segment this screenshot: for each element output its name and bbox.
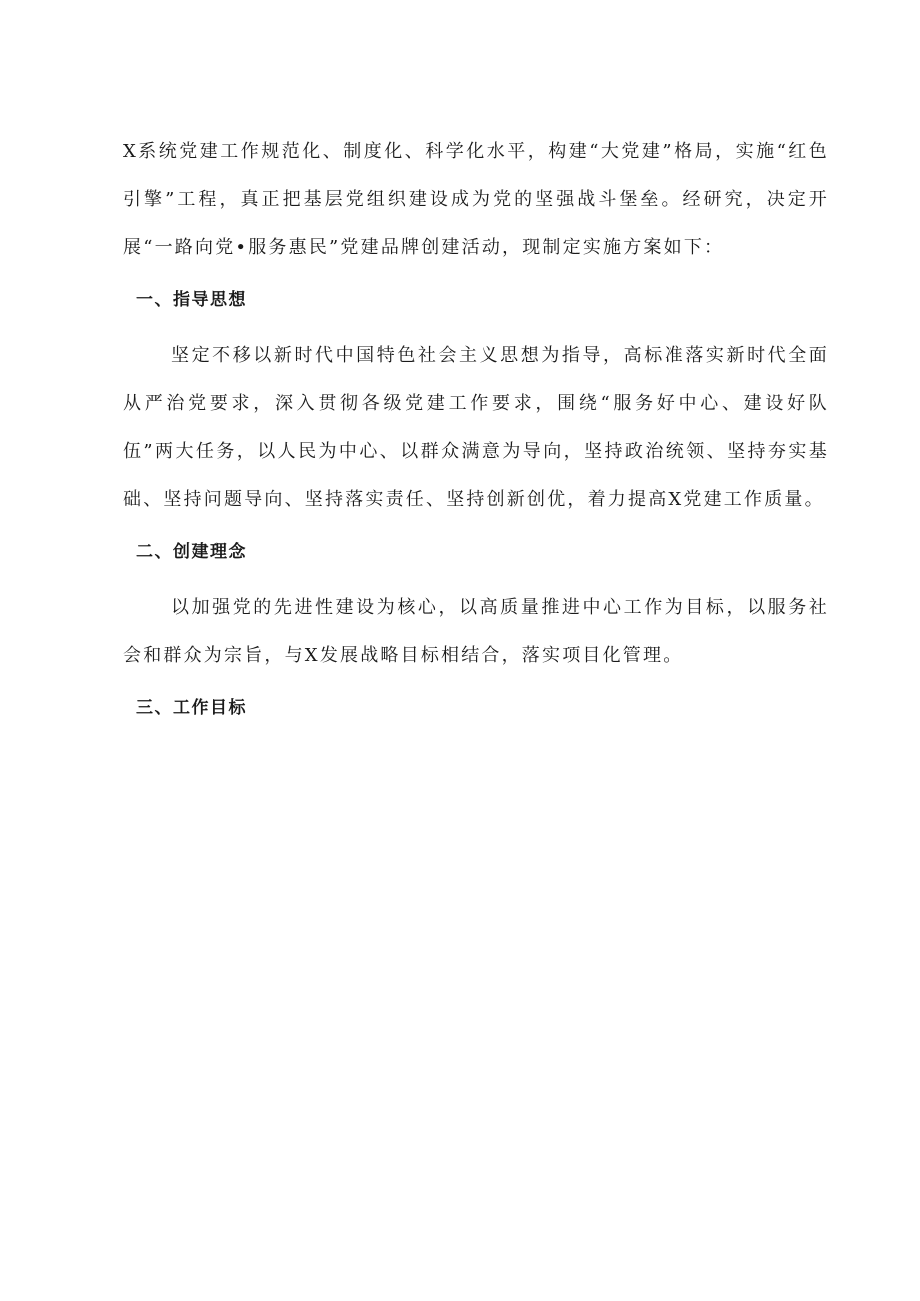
section-paragraph-guiding-ideology: 坚定不移以新时代中国特色社会主义思想为指导，高标准落实新时代全面从严治党要求，深入贯彻各级党建工作要求，围绕“服务好中心、建设好队伍”两大任务，以人民为中心、以群众满意为导向，坚持政治统领、坚持夯实基础、坚持问题导向、坚持落实责任、坚持创新创优，着力提高X党建工作质量。 — [123, 345, 829, 510]
intro-paragraph: X系统党建工作规范化、制度化、科学化水平，构建“大党建”格局，实施“红色引擎”工程，真正把基层党组织建设成为党的坚强战斗堡垒。经研究，决定开展“一路向党•服务惠民”党建品牌创建活动，现制定实施方案如下： — [123, 141, 829, 258]
section-paragraph-creation-concept: 以加强党的先进性建设为核心，以高质量推进中心工作为目标，以服务社会和群众为宗旨，与X发展战略目标相结合，落实项目化管理。 — [123, 597, 829, 666]
section-heading-creation-concept: 二、创建理念 — [136, 542, 247, 562]
spacer — [123, 576, 829, 584]
document-body — [123, 128, 829, 732]
section-heading-work-goals: 三、工作目标 — [136, 698, 247, 718]
spacer — [123, 324, 829, 332]
section-heading-guiding-ideology: 一、指导思想 — [136, 290, 247, 310]
